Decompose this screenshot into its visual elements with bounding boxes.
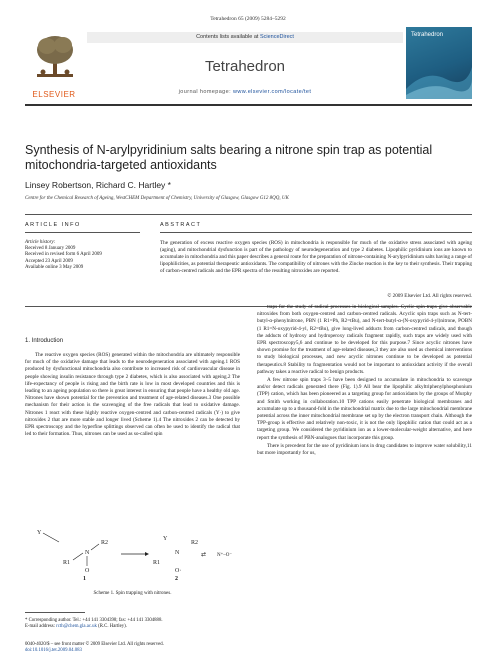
intro-paragraph: A few nitrone spin traps 3–5 have been designed to accumulate in mitochondria to scavenge and/or detect radicals generated there (Fig. 1).9 All bear the lipophilic alkyltriphenylphosphonium (TPP) cation, which has been pioneered as a targeting group for antioxidants by the groups of Murphy and Smith working in collaboration.10 TPP cations easily penetrate biological membranes and accumulate up to a thousand-fold in the mitochondrial matrix due to the large mitochondrial membrane potential across the inner mitochondrial membrane set up by the electron transport chain. Although the TPP-group is effective and relatively non-toxic, it is not the only lipophilic cation that could act as a targeting group. We considered the pyridinium ion as a lower-molecular-weight alternative, and here report the synthesis of PBN-analogues that incorporate this group. (257, 377, 472, 441)
homepage-link[interactable]: www.elsevier.com/locate/tet (232, 89, 312, 95)
scheme-1-diagram (25, 526, 240, 581)
journal-citation: Tetrahedron 65 (2009) 5284–5292 (210, 16, 286, 22)
cover-title: Tetrahedron (411, 32, 444, 38)
contents-prefix: Contents lists available at (196, 34, 259, 40)
scheme-o-label: O· (175, 568, 182, 574)
journal-cover-image[interactable] (406, 27, 472, 99)
intro-paragraph: traps for the study of radical processes in biological samples. Cyclic spin traps give observable nitroxides from both oxygen-centred and carbon-centred radicals. Acyclic spin traps such as N-tert-butyl-α-phenylnitrone, PBN (1 R1=Ph, R2=tBu), and N-tert-butyl-α-(N-oxypyrid-4-yl)nitrone, POBN (1 R1=N-oxypyrid-4-yl, R2=tBu), give long-lived adducts from carbon-centred radicals, and though the adducts of hydroxy and hydroperoxy radicals fragment rapidly, such traps are widely used with EPR spectroscopy5,6 and continue to be developed for this purpose.7 Since acyclic nitrones have shown promise for the treatment of age-related diseases,3 they are also used as chemical interventions to study biological processes, and new acyclic nitrones continue to be developed as potential therapeutics.8 Stability to fragmentation would not be important to antioxidant activity if the overall pathway takes a reactive radical to benign products. (257, 304, 472, 375)
homepage-prefix: journal homepage: (178, 89, 233, 95)
section-heading: 1. Introduction (25, 338, 64, 344)
scheme-r1-label: R1 (153, 560, 161, 566)
authors: Linsey Robertson, Richard C. Hartley * (25, 180, 171, 190)
intro-right-column (257, 304, 472, 457)
scheme-r1-label: R1 (63, 560, 71, 566)
footer-front-matter: 0040-4020/$ – see front matter © 2009 Elsevier Ltd. All rights reserved. (25, 642, 164, 647)
sciencedirect-link[interactable]: ScienceDirect (259, 34, 294, 40)
elsevier-tree-icon (33, 32, 77, 80)
history-accepted: Accepted 23 April 2009 (25, 258, 73, 264)
scheme-o-label: O (85, 568, 90, 574)
intro-paragraph: There is precedent for the use of pyridinium ions in drug candidates to improve water solubility,11 but more importantly for us, (257, 442, 472, 457)
intro-paragraph: The reactive oxygen species (ROS) generated within the mitochondria are ultimately responsible for much of the oxidative damage that leads to the neurodegeneration associated with ageing.1 ROS produced by dysfunctional mitochondria also contribute to increased risk of cardiovascular disease in people showing insulin resistance through type 2 diabetes, which is also associated with ageing.2 The life-expectancy of people is rising and the birth rate is low in most developed countries and this is leading to an ageing population so there is great interest in ensuring that people have a healthy old age. Nitrones have shown potential for the prevention and treatment of age-related diseases.3 One possible mechanism for their action is the scavenging of the free radicals that lead to oxidative damage. Nitrones 1 react with these highly reactive oxygen-centred and carbon-centred radicals (Y·) to give nitroxides 2 that are more stable and longer lived (Scheme 1).4 The nitroxides 2 can be detected by EPR spectroscopy and the hyperfine splittings observed can often be used to identify the radical that led to their formation. Thus, nitrones can be used as so-called spin (25, 352, 240, 438)
scheme-n-label: N (85, 550, 90, 556)
history-online: Available online 3 May 2009 (25, 264, 84, 270)
scheme-bond (91, 544, 99, 550)
publisher-name: ELSEVIER (32, 90, 76, 99)
footnote-contact: * Corresponding author. Tel.: +44 141 3304398; fax: +44 141 3304888. (25, 618, 163, 623)
scheme-caption: Scheme 1. Spin trapping with nitrones. (93, 591, 172, 596)
article-title (25, 143, 472, 173)
scheme-equilibrium: ⇄ (201, 552, 207, 558)
article-history (25, 240, 140, 271)
affiliation: Centre for the Chemical Research of Ageing, WestCHEM Department of Chemistry, University of Glasgow, Glasgow G12 8QQ, UK (25, 196, 289, 201)
title-line-2: mitochondria-targeted antioxidants (25, 158, 217, 172)
corresponding-author-footnote (25, 618, 240, 630)
scheme-y-label: Y (37, 530, 42, 536)
history-received: Received 8 January 2009 (25, 246, 76, 252)
email-prefix: E-mail address: (25, 624, 57, 629)
scheme-n-label: N (175, 550, 180, 556)
scheme-r2-label: R2 (101, 540, 109, 546)
history-revised: Received in revised form 6 April 2009 (25, 252, 102, 258)
article-info-label: ARTICLE INFO (25, 222, 81, 228)
journal-header (25, 27, 472, 99)
abstract-text: The generation of excess reactive oxygen species (ROS) in mitochondria is responsible for much of the oxidative stress associated with ageing (aging), and mitochondrial dysfunction is part of the pathology of neurodegeneration and type 2 diabetes. Lipophilic pyridinium ions are known to accumulate in mitochondria and this paper describes a general route for the preparation of nitrone-containing N-arylpyridinium salts having a range of lipophilicities, as potential therapeutic antioxidants. The compatibility of nitrones with the Zincke reaction is the key to their synthesis. Their trapping of carbon-centred radicals and the EPR spectra of the resulting nitroxides are reported. (160, 240, 473, 274)
scheme-r2-label: R2 (191, 540, 199, 546)
journal-title: Tetrahedron (204, 58, 286, 75)
header-divider (25, 104, 472, 106)
email-link[interactable]: rcth@chem.gla.ac.uk (56, 624, 97, 629)
scheme-resonance: N⁺–O⁻ (217, 553, 232, 558)
email-suffix: (R.C. Hartley). (96, 624, 127, 629)
page-footer (25, 642, 240, 654)
scheme-arrow-y (43, 533, 59, 542)
header-center (87, 27, 403, 99)
intro-left-column (25, 352, 240, 438)
scheme-y-label: Y (163, 536, 168, 542)
cover-graphic (406, 49, 472, 99)
title-line-1: Synthesis of N-arylpyridinium salts bearing a nitrone spin trap as potential (25, 143, 433, 157)
abstract-label: ABSTRACT (160, 222, 202, 228)
elsevier-logo[interactable] (25, 27, 83, 99)
affiliation-divider (25, 214, 472, 215)
abstract-rule (160, 232, 472, 233)
doi-link[interactable]: doi:10.1016/j.tet.2009.04.083 (25, 648, 82, 653)
article-info-rule (25, 232, 140, 233)
footnote-rule (25, 612, 85, 613)
history-heading: Article history: (25, 240, 56, 245)
scheme-label-2: 2 (175, 576, 178, 581)
scheme-label-1: 1 (83, 576, 86, 581)
scheme-bond (73, 553, 83, 560)
footnote-email-line (25, 624, 240, 630)
journal-homepage (87, 89, 403, 95)
contents-bar (87, 32, 403, 43)
abstract-copyright: © 2009 Elsevier Ltd. All rights reserved. (387, 293, 472, 299)
scheme-arrowhead (145, 552, 149, 556)
